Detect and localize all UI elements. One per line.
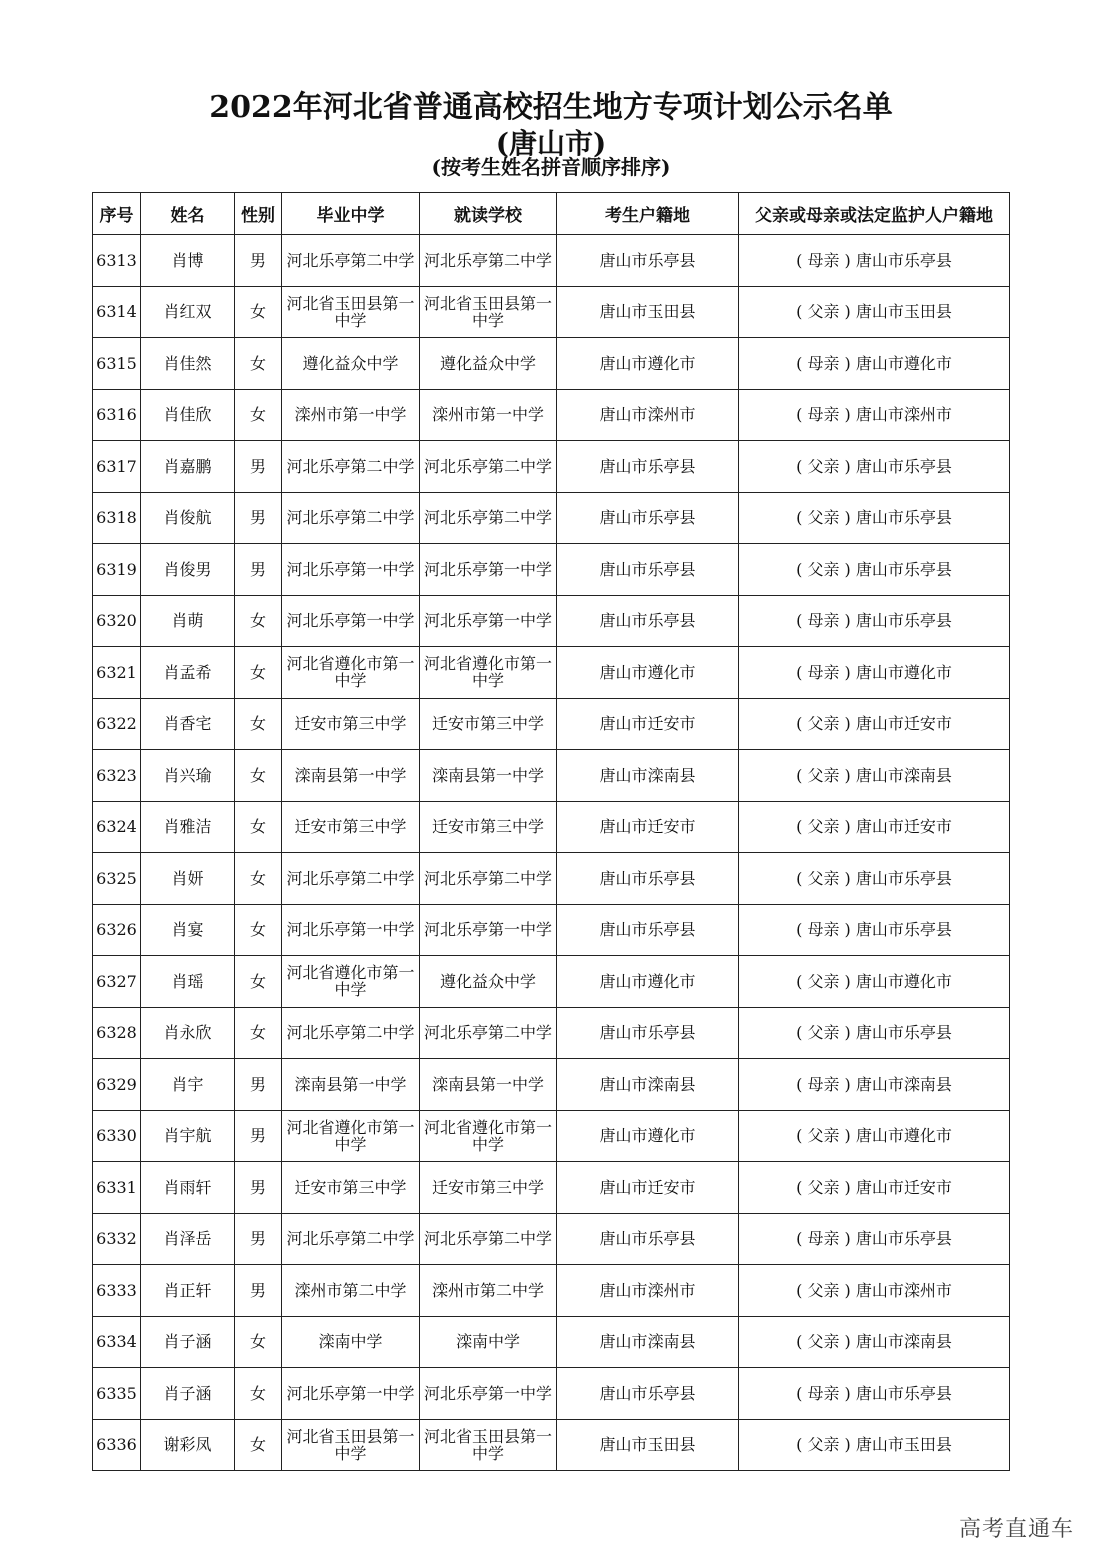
cell-grad-school: 河北乐亭第二中学 <box>282 853 420 905</box>
cell-household: 唐山市滦南县 <box>557 1059 739 1111</box>
cell-study-school: 河北省玉田县第一中学 <box>420 1419 557 1471</box>
cell-study-school: 河北乐亭第二中学 <box>420 853 557 905</box>
cell-grad-school: 河北乐亭第二中学 <box>282 1213 420 1265</box>
cell-guardian: ( 母亲 ) 唐山市乐亭县 <box>739 1213 1010 1265</box>
cell-study-school: 河北省遵化市第一中学 <box>420 1110 557 1162</box>
cell-study-school: 迁安市第三中学 <box>420 1162 557 1214</box>
cell-household: 唐山市乐亭县 <box>557 441 739 493</box>
cell-study-school: 遵化益众中学 <box>420 338 557 390</box>
cell-no: 6313 <box>93 235 141 287</box>
cell-grad-school: 河北乐亭第二中学 <box>282 1007 420 1059</box>
cell-household: 唐山市滦南县 <box>557 750 739 802</box>
document-sort-note: (按考生姓名拼音顺序排序) <box>431 155 671 179</box>
cell-gender: 女 <box>235 801 282 853</box>
cell-name: 肖子涵 <box>141 1316 235 1368</box>
cell-gender: 女 <box>235 286 282 338</box>
cell-household: 唐山市滦州市 <box>557 1265 739 1317</box>
cell-household: 唐山市乐亭县 <box>557 1368 739 1420</box>
cell-no: 6316 <box>93 389 141 441</box>
cell-guardian: ( 母亲 ) 唐山市乐亭县 <box>739 1368 1010 1420</box>
table-row <box>93 1110 1010 1162</box>
cell-guardian: ( 父亲 ) 唐山市乐亭县 <box>739 1007 1010 1059</box>
cell-grad-school: 滦州市第一中学 <box>282 389 420 441</box>
cell-name: 肖雨轩 <box>141 1162 235 1214</box>
table-row <box>93 904 1010 956</box>
cell-no: 6333 <box>93 1265 141 1317</box>
table-row <box>93 1162 1010 1214</box>
table-row <box>93 1368 1010 1420</box>
cell-grad-school: 河北乐亭第二中学 <box>282 235 420 287</box>
cell-study-school: 滦南县第一中学 <box>420 750 557 802</box>
cell-name: 肖宇航 <box>141 1110 235 1162</box>
cell-no: 6332 <box>93 1213 141 1265</box>
cell-guardian: ( 父亲 ) 唐山市遵化市 <box>739 956 1010 1008</box>
cell-name: 肖俊男 <box>141 544 235 596</box>
cell-household: 唐山市遵化市 <box>557 647 739 699</box>
cell-gender: 女 <box>235 338 282 390</box>
cell-name: 肖佳欣 <box>141 389 235 441</box>
cell-gender: 男 <box>235 441 282 493</box>
cell-name: 肖佳然 <box>141 338 235 390</box>
cell-no: 6327 <box>93 956 141 1008</box>
cell-gender: 男 <box>235 544 282 596</box>
cell-household: 唐山市迁安市 <box>557 801 739 853</box>
cell-grad-school: 迁安市第三中学 <box>282 1162 420 1214</box>
header-name: 姓名 <box>141 193 235 235</box>
cell-study-school: 河北乐亭第一中学 <box>420 1368 557 1420</box>
cell-gender: 女 <box>235 1316 282 1368</box>
header-no: 序号 <box>93 193 141 235</box>
cell-household: 唐山市滦南县 <box>557 1316 739 1368</box>
cell-name: 肖子涵 <box>141 1368 235 1420</box>
cell-guardian: ( 母亲 ) 唐山市乐亭县 <box>739 904 1010 956</box>
cell-grad-school: 河北乐亭第一中学 <box>282 1368 420 1420</box>
table-row <box>93 801 1010 853</box>
watermark: 高考直通车 <box>958 1517 1074 1542</box>
table-row <box>93 595 1010 647</box>
cell-grad-school: 滦南县第一中学 <box>282 750 420 802</box>
table-row <box>93 235 1010 287</box>
cell-gender: 女 <box>235 1368 282 1420</box>
cell-study-school: 河北省遵化市第一中学 <box>420 647 557 699</box>
cell-household: 唐山市遵化市 <box>557 338 739 390</box>
cell-grad-school: 河北省遵化市第一中学 <box>282 1110 420 1162</box>
cell-study-school: 河北乐亭第二中学 <box>420 441 557 493</box>
cell-guardian: ( 父亲 ) 唐山市迁安市 <box>739 1162 1010 1214</box>
table-row <box>93 1213 1010 1265</box>
cell-study-school: 滦州市第一中学 <box>420 389 557 441</box>
cell-study-school: 河北乐亭第一中学 <box>420 595 557 647</box>
cell-household: 唐山市乐亭县 <box>557 853 739 905</box>
cell-guardian: ( 母亲 ) 唐山市滦州市 <box>739 389 1010 441</box>
cell-name: 肖瑶 <box>141 956 235 1008</box>
cell-study-school: 河北乐亭第二中学 <box>420 1007 557 1059</box>
table-row <box>93 1265 1010 1317</box>
roster-table <box>92 192 1010 1471</box>
cell-guardian: ( 父亲 ) 唐山市滦南县 <box>739 1316 1010 1368</box>
cell-household: 唐山市乐亭县 <box>557 1007 739 1059</box>
cell-gender: 女 <box>235 853 282 905</box>
header-guardian: 父亲或母亲或法定监护人户籍地 <box>739 193 1010 235</box>
cell-no: 6320 <box>93 595 141 647</box>
cell-no: 6315 <box>93 338 141 390</box>
cell-household: 唐山市迁安市 <box>557 698 739 750</box>
cell-gender: 男 <box>235 1162 282 1214</box>
cell-study-school: 迁安市第三中学 <box>420 698 557 750</box>
table-row <box>93 956 1010 1008</box>
table-row <box>93 1316 1010 1368</box>
cell-name: 肖香宅 <box>141 698 235 750</box>
cell-study-school: 遵化益众中学 <box>420 956 557 1008</box>
cell-grad-school: 滦南中学 <box>282 1316 420 1368</box>
cell-gender: 女 <box>235 1419 282 1471</box>
table-row <box>93 286 1010 338</box>
cell-gender: 女 <box>235 389 282 441</box>
cell-guardian: ( 父亲 ) 唐山市乐亭县 <box>739 853 1010 905</box>
cell-name: 肖红双 <box>141 286 235 338</box>
cell-study-school: 河北乐亭第二中学 <box>420 1213 557 1265</box>
cell-gender: 女 <box>235 595 282 647</box>
cell-household: 唐山市玉田县 <box>557 286 739 338</box>
cell-name: 肖妍 <box>141 853 235 905</box>
cell-study-school: 河北乐亭第一中学 <box>420 904 557 956</box>
cell-grad-school: 迁安市第三中学 <box>282 801 420 853</box>
cell-grad-school: 遵化益众中学 <box>282 338 420 390</box>
header-gender: 性别 <box>235 193 282 235</box>
cell-guardian: ( 父亲 ) 唐山市遵化市 <box>739 1110 1010 1162</box>
cell-gender: 女 <box>235 1007 282 1059</box>
cell-household: 唐山市乐亭县 <box>557 904 739 956</box>
cell-name: 肖俊航 <box>141 492 235 544</box>
cell-name: 肖雅洁 <box>141 801 235 853</box>
cell-guardian: ( 父亲 ) 唐山市滦州市 <box>739 1265 1010 1317</box>
cell-household: 唐山市玉田县 <box>557 1419 739 1471</box>
cell-grad-school: 滦州市第二中学 <box>282 1265 420 1317</box>
header-study-school: 就读学校 <box>420 193 557 235</box>
table-row <box>93 853 1010 905</box>
cell-gender: 男 <box>235 1213 282 1265</box>
cell-gender: 女 <box>235 647 282 699</box>
cell-household: 唐山市滦州市 <box>557 389 739 441</box>
cell-gender: 女 <box>235 698 282 750</box>
cell-household: 唐山市遵化市 <box>557 956 739 1008</box>
cell-name: 肖萌 <box>141 595 235 647</box>
cell-household: 唐山市乐亭县 <box>557 235 739 287</box>
table-row <box>93 441 1010 493</box>
table-body <box>93 235 1010 1471</box>
cell-guardian: ( 母亲 ) 唐山市乐亭县 <box>739 595 1010 647</box>
cell-gender: 女 <box>235 750 282 802</box>
document-subtitle-city: (唐山市) <box>495 127 607 160</box>
cell-name: 谢彩凤 <box>141 1419 235 1471</box>
cell-name: 肖嘉鹏 <box>141 441 235 493</box>
cell-name: 肖永欣 <box>141 1007 235 1059</box>
cell-gender: 男 <box>235 492 282 544</box>
cell-no: 6322 <box>93 698 141 750</box>
cell-household: 唐山市乐亭县 <box>557 492 739 544</box>
cell-guardian: ( 父亲 ) 唐山市玉田县 <box>739 286 1010 338</box>
table-row <box>93 544 1010 596</box>
cell-gender: 男 <box>235 235 282 287</box>
cell-guardian: ( 母亲 ) 唐山市遵化市 <box>739 338 1010 390</box>
cell-name: 肖正轩 <box>141 1265 235 1317</box>
cell-study-school: 河北乐亭第二中学 <box>420 492 557 544</box>
cell-no: 6321 <box>93 647 141 699</box>
cell-guardian: ( 父亲 ) 唐山市玉田县 <box>739 1419 1010 1471</box>
table-row <box>93 338 1010 390</box>
cell-name: 肖孟希 <box>141 647 235 699</box>
cell-household: 唐山市迁安市 <box>557 1162 739 1214</box>
cell-no: 6335 <box>93 1368 141 1420</box>
cell-guardian: ( 母亲 ) 唐山市遵化市 <box>739 647 1010 699</box>
cell-no: 6323 <box>93 750 141 802</box>
cell-no: 6314 <box>93 286 141 338</box>
header-grad-school: 毕业中学 <box>282 193 420 235</box>
cell-guardian: ( 母亲 ) 唐山市滦南县 <box>739 1059 1010 1111</box>
cell-household: 唐山市乐亭县 <box>557 544 739 596</box>
cell-guardian: ( 父亲 ) 唐山市乐亭县 <box>739 492 1010 544</box>
table-row <box>93 698 1010 750</box>
cell-guardian: ( 父亲 ) 唐山市乐亭县 <box>739 441 1010 493</box>
table-row <box>93 750 1010 802</box>
cell-name: 肖宴 <box>141 904 235 956</box>
cell-study-school: 迁安市第三中学 <box>420 801 557 853</box>
cell-no: 6326 <box>93 904 141 956</box>
cell-no: 6318 <box>93 492 141 544</box>
cell-no: 6319 <box>93 544 141 596</box>
cell-no: 6325 <box>93 853 141 905</box>
cell-guardian: ( 父亲 ) 唐山市乐亭县 <box>739 544 1010 596</box>
cell-study-school: 滦州市第二中学 <box>420 1265 557 1317</box>
cell-guardian: ( 父亲 ) 唐山市滦南县 <box>739 750 1010 802</box>
cell-guardian: ( 父亲 ) 唐山市迁安市 <box>739 698 1010 750</box>
cell-grad-school: 迁安市第三中学 <box>282 698 420 750</box>
header-household: 考生户籍地 <box>557 193 739 235</box>
cell-grad-school: 河北乐亭第二中学 <box>282 492 420 544</box>
cell-name: 肖博 <box>141 235 235 287</box>
document-title: 2022年河北省普通高校招生地方专项计划公示名单 <box>209 90 893 125</box>
cell-gender: 女 <box>235 956 282 1008</box>
cell-grad-school: 河北省玉田县第一中学 <box>282 1419 420 1471</box>
cell-guardian: ( 母亲 ) 唐山市乐亭县 <box>739 235 1010 287</box>
cell-grad-school: 河北乐亭第一中学 <box>282 904 420 956</box>
cell-study-school: 河北省玉田县第一中学 <box>420 286 557 338</box>
table-row <box>93 1059 1010 1111</box>
cell-study-school: 河北乐亭第二中学 <box>420 235 557 287</box>
cell-name: 肖兴瑜 <box>141 750 235 802</box>
cell-no: 6324 <box>93 801 141 853</box>
cell-grad-school: 河北省遵化市第一中学 <box>282 956 420 1008</box>
cell-grad-school: 河北乐亭第一中学 <box>282 544 420 596</box>
table-row <box>93 492 1010 544</box>
table-row <box>93 647 1010 699</box>
cell-grad-school: 河北乐亭第二中学 <box>282 441 420 493</box>
cell-no: 6336 <box>93 1419 141 1471</box>
cell-grad-school: 河北省遵化市第一中学 <box>282 647 420 699</box>
cell-household: 唐山市乐亭县 <box>557 595 739 647</box>
table-row <box>93 1419 1010 1471</box>
table-row <box>93 1007 1010 1059</box>
cell-gender: 男 <box>235 1059 282 1111</box>
cell-study-school: 河北乐亭第一中学 <box>420 544 557 596</box>
cell-household: 唐山市遵化市 <box>557 1110 739 1162</box>
cell-gender: 男 <box>235 1110 282 1162</box>
cell-study-school: 滦南中学 <box>420 1316 557 1368</box>
cell-name: 肖宇 <box>141 1059 235 1111</box>
cell-no: 6330 <box>93 1110 141 1162</box>
cell-grad-school: 河北乐亭第一中学 <box>282 595 420 647</box>
cell-no: 6317 <box>93 441 141 493</box>
cell-gender: 女 <box>235 904 282 956</box>
cell-no: 6328 <box>93 1007 141 1059</box>
cell-no: 6334 <box>93 1316 141 1368</box>
cell-gender: 男 <box>235 1265 282 1317</box>
table-row <box>93 389 1010 441</box>
cell-grad-school: 河北省玉田县第一中学 <box>282 286 420 338</box>
cell-no: 6329 <box>93 1059 141 1111</box>
cell-grad-school: 滦南县第一中学 <box>282 1059 420 1111</box>
cell-no: 6331 <box>93 1162 141 1214</box>
cell-household: 唐山市乐亭县 <box>557 1213 739 1265</box>
table-header-row <box>93 193 1010 235</box>
cell-name: 肖泽岳 <box>141 1213 235 1265</box>
cell-study-school: 滦南县第一中学 <box>420 1059 557 1111</box>
cell-guardian: ( 父亲 ) 唐山市迁安市 <box>739 801 1010 853</box>
